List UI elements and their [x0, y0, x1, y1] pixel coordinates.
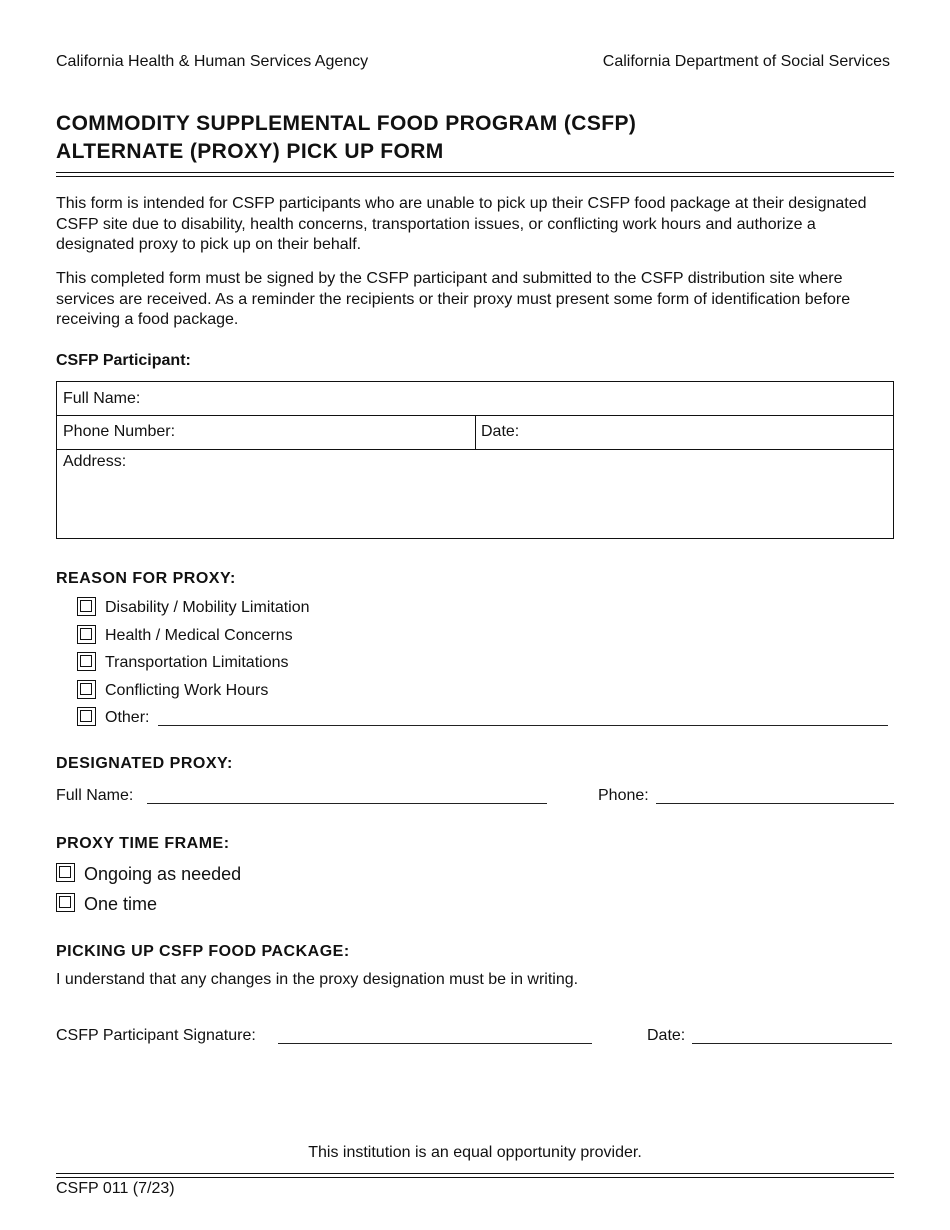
participant-heading: CSFP Participant: [56, 352, 191, 369]
title-divider [56, 172, 894, 177]
signature-date-label: Date: [647, 1027, 686, 1044]
reason-checkbox-transportation[interactable] [77, 652, 96, 671]
signature-label: CSFP Participant Signature: [56, 1027, 256, 1044]
intro-paragraph-2: This completed form must be signed by the CSFP participant and submitted to the CSFP distribution site where services are received. As a reminder the recipients or their proxy must present some form of identification before receiving a food package. [56, 270, 851, 328]
proxy-phone-input[interactable] [656, 802, 894, 804]
proxy-full-name-input[interactable] [147, 802, 547, 804]
timeframe-option-one-time: One time [84, 894, 158, 914]
signature-date-input[interactable] [692, 1042, 892, 1044]
reason-heading: REASON FOR PROXY: [56, 570, 236, 587]
full-name-label: Full Name: [63, 390, 141, 407]
proxy-heading: DESIGNATED PROXY: [56, 755, 233, 772]
signature-input[interactable] [278, 1042, 592, 1044]
equal-opportunity-notice: This institution is an equal opportunity provider. [308, 1144, 642, 1161]
form-title-line2: ALTERNATE (PROXY) PICK UP FORM [56, 140, 444, 163]
form-id: CSFP 011 (7/23) [56, 1180, 175, 1197]
department-name: California Department of Social Services [602, 53, 890, 70]
timeframe-option-ongoing: Ongoing as needed [84, 864, 242, 884]
timeframe-heading: PROXY TIME FRAME: [56, 835, 230, 852]
address-label: Address: [63, 453, 127, 470]
footer-divider [56, 1173, 894, 1178]
pickup-statement: I understand that any changes in the proxy designation must be in writing. [56, 971, 579, 988]
agency-name: California Health & Human Services Agency [56, 53, 369, 70]
reason-option-work-hours: Conflicting Work Hours [105, 682, 269, 699]
date-label: Date: [481, 423, 520, 440]
participant-full-name-field[interactable] [56, 381, 894, 416]
reason-option-disability: Disability / Mobility Limitation [105, 599, 310, 616]
reason-option-transportation: Transportation Limitations [105, 654, 289, 671]
intro-paragraph-1: This form is intended for CSFP participants who are unable to pick up their CSFP food package at their designated CSFP site due to disability, health concerns, transportation issues, or conflicting work hours and authorize a designated proxy to pick up on their behalf. [56, 195, 867, 253]
participant-phone-field[interactable] [56, 415, 476, 450]
participant-address-field[interactable] [56, 449, 894, 539]
pickup-heading: PICKING UP CSFP FOOD PACKAGE: [56, 943, 350, 960]
reason-checkbox-work-hours[interactable] [77, 680, 96, 699]
reason-other-input[interactable] [158, 724, 888, 726]
form-title-line1: COMMODITY SUPPLEMENTAL FOOD PROGRAM (CSFP) [56, 112, 637, 135]
reason-option-other: Other: [105, 709, 150, 726]
reason-option-health: Health / Medical Concerns [105, 627, 293, 644]
reason-checkbox-disability[interactable] [77, 597, 96, 616]
form-title [56, 110, 636, 166]
phone-number-label: Phone Number: [63, 423, 176, 440]
reason-checkbox-other[interactable] [77, 707, 96, 726]
reason-checkbox-health[interactable] [77, 625, 96, 644]
timeframe-checkbox-ongoing[interactable] [56, 863, 75, 882]
participant-date-field[interactable] [475, 415, 894, 450]
proxy-full-name-label: Full Name: [56, 787, 134, 804]
proxy-phone-label: Phone: [598, 787, 649, 804]
timeframe-checkbox-one-time[interactable] [56, 893, 75, 912]
